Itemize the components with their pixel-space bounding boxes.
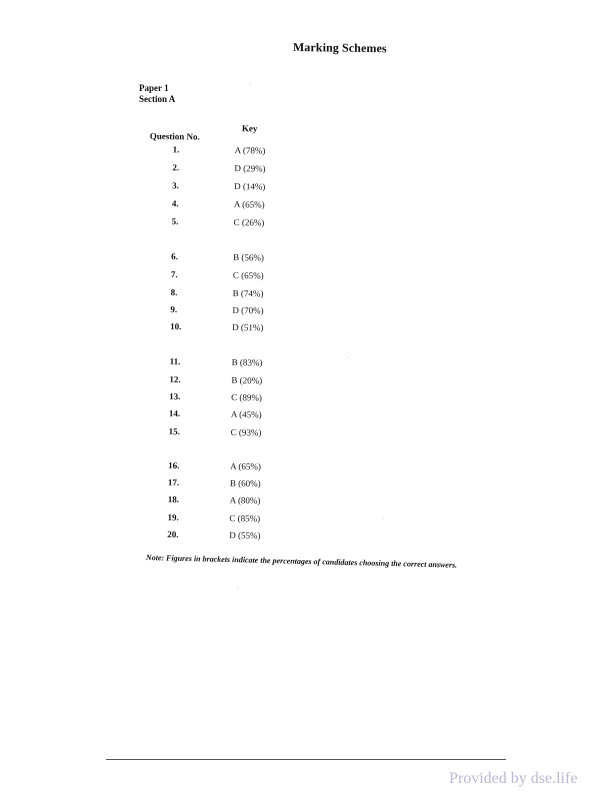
question-number: 7. (170, 269, 178, 280)
table-row (149, 162, 299, 178)
question-number: 16. (168, 460, 180, 471)
table-row (145, 494, 295, 510)
footnote: Note: Figures in brackets indicate the percentages of candidates choosing the correct answers. (145, 553, 458, 570)
answer-key: B (74%) (232, 288, 264, 299)
key-column-header: Key (241, 123, 258, 134)
answer-key: A (65%) (233, 199, 265, 210)
answer-key: D (70%) (232, 305, 264, 316)
table-row (149, 144, 299, 160)
question-number: 13. (169, 391, 181, 402)
answer-key: C (26%) (233, 217, 265, 228)
answer-key: D (14%) (234, 181, 266, 192)
question-column-header: Question No. (149, 130, 200, 142)
table-row (149, 180, 299, 196)
answer-key: B (60%) (229, 478, 261, 489)
answer-key: B (56%) (233, 252, 264, 263)
question-number: 18. (167, 494, 180, 505)
question-number: 11. (169, 356, 181, 367)
question-number: 20. (167, 529, 179, 540)
question-number: 1. (172, 144, 180, 155)
table-row (149, 198, 299, 214)
scan-speck (383, 518, 384, 519)
question-number: 2. (172, 162, 180, 173)
question-number: 5. (171, 216, 179, 227)
answer-key: C (65%) (232, 270, 264, 281)
answer-key: A (45%) (230, 409, 262, 420)
question-number: 8. (170, 287, 178, 298)
table-row (147, 321, 297, 337)
question-number: 9. (170, 304, 178, 315)
table-row (146, 374, 296, 390)
question-number: 19. (167, 512, 179, 523)
question-number: 4. (171, 198, 179, 209)
question-number: 12. (169, 374, 181, 385)
answer-key: C (93%) (230, 427, 262, 438)
page-title: Marking Schemes (292, 40, 387, 56)
answer-key: A (80%) (229, 495, 261, 506)
table-row (146, 391, 296, 407)
question-number: 17. (167, 477, 180, 488)
table-row (148, 269, 298, 285)
table-row (145, 477, 295, 493)
scan-speck (237, 588, 238, 589)
answer-key: C (85%) (229, 513, 261, 524)
table-row (148, 251, 298, 267)
table-row (146, 408, 296, 424)
table-row (146, 426, 296, 442)
answer-key: A (78%) (234, 145, 266, 156)
question-number: 15. (168, 426, 181, 437)
answer-key: D (55%) (229, 530, 261, 541)
question-number: 14. (168, 408, 181, 419)
question-number: 10. (170, 321, 182, 332)
question-number: 6. (171, 251, 178, 262)
section-label: Section A (139, 94, 176, 104)
table-row (145, 460, 295, 476)
scan-speck (347, 357, 348, 358)
answer-key: B (20%) (231, 375, 263, 386)
scan-speck (250, 84, 251, 85)
answer-key: B (83%) (231, 357, 263, 368)
answer-key: A (65%) (230, 461, 262, 472)
table-row (148, 287, 298, 303)
answer-key: D (29%) (234, 163, 266, 174)
table-row (144, 512, 294, 528)
answer-key: D (51%) (232, 322, 264, 333)
answer-key: C (89%) (231, 392, 262, 403)
provided-by-link[interactable]: Provided by dse.life (449, 770, 578, 787)
question-number: 3. (172, 180, 179, 191)
paper-label: Paper 1 (139, 83, 169, 93)
table-row (147, 356, 297, 372)
footer-divider (106, 759, 506, 760)
table-row (144, 529, 294, 545)
answer-key-table (149, 122, 300, 541)
table-row (148, 216, 298, 232)
table-row (147, 304, 297, 320)
